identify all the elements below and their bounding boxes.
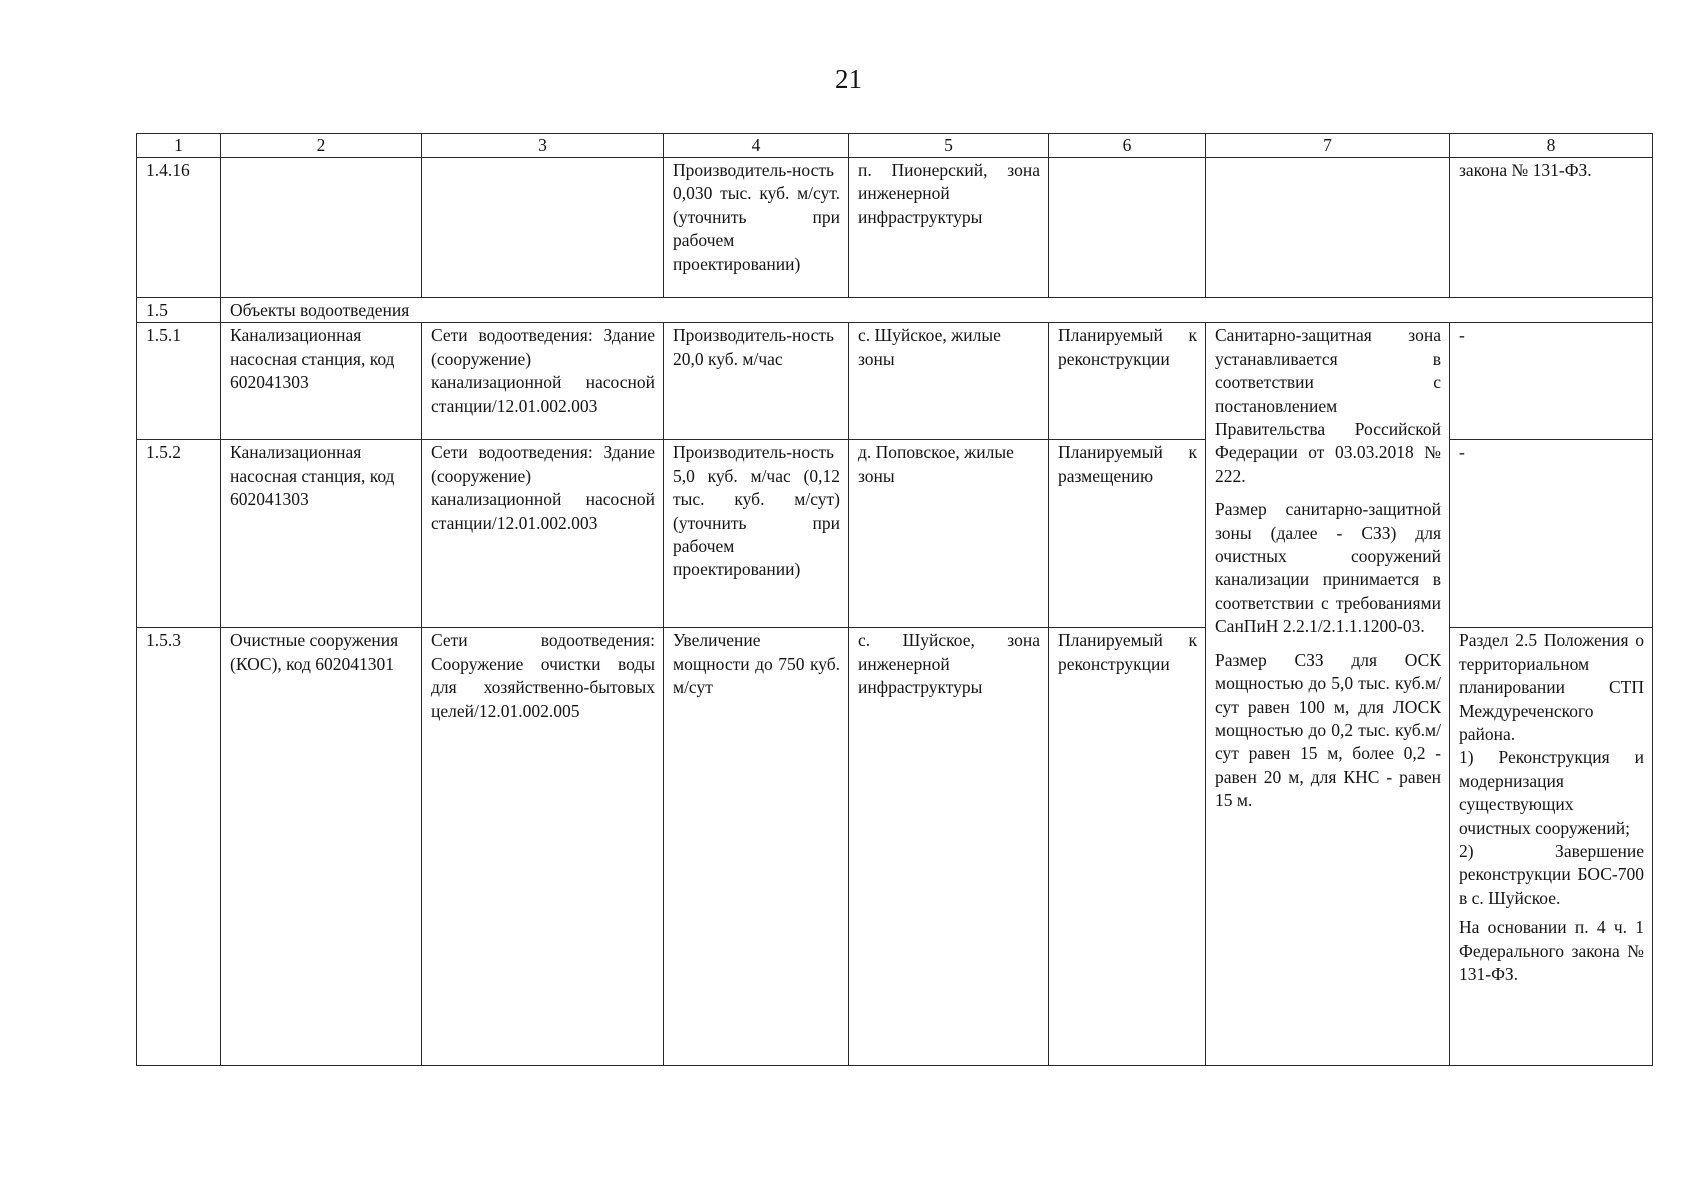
column-number-4: 4 xyxy=(664,134,849,158)
column-number-row xyxy=(137,134,1653,158)
basis-paragraph: На основании п. 4 ч. 1 Федерального закона № 131-ФЗ. xyxy=(1459,917,1644,985)
basis-paragraph: Раздел 2.5 Положения о территориальном планировании СТП Междуреченского района. xyxy=(1459,630,1644,745)
zone-cell xyxy=(1206,158,1450,298)
column-number-6: 6 xyxy=(1049,134,1206,158)
section-row xyxy=(137,298,1653,323)
planning-table xyxy=(136,133,1653,1066)
capacity-cell: Производитель-ность 5,0 куб. м/час (0,12 тыс. куб. м/сут) (уточнить при рабочем проектировании) xyxy=(664,440,849,628)
sanitary-zone-paragraph: Санитарно-защитная зона устанавливается в соответствии с постановлением Правительства Российской Федерации от 03.03.2018 № 222. xyxy=(1215,325,1441,486)
column-number-1: 1 xyxy=(137,134,221,158)
column-number-3: 3 xyxy=(422,134,664,158)
object-type-cell: Сети водоотведения: Здание (сооружение) канализационной насосной станции/12.01.002.003 xyxy=(422,440,664,628)
column-number-2: 2 xyxy=(221,134,422,158)
location-cell: с. Шуйское, зона инженерной инфраструктуры xyxy=(849,628,1049,1066)
page-number: 21 xyxy=(835,64,862,94)
section-number: 1.5 xyxy=(137,298,221,323)
basis-cell: - xyxy=(1450,323,1653,440)
location-cell: с. Шуйское, жилые зоны xyxy=(849,323,1049,440)
status-cell: Планируемый к размещению xyxy=(1049,440,1206,628)
row-number: 1.5.2 xyxy=(137,440,221,628)
object-name-cell: Очистные сооружения (КОС), код 602041301 xyxy=(221,628,422,1066)
object-type-cell: Сети водоотведения: Сооружение очистки воды для хозяйственно-бытовых целей/12.01.002.005 xyxy=(422,628,664,1066)
column-number-7: 7 xyxy=(1206,134,1450,158)
sanitary-zone-paragraph: Размер СЗЗ для ОСК мощностью до 5,0 тыс. куб.м/сут равен 100 м, для ЛОСК мощностью до 0,2 тыс. куб.м/сут равен 15 м, более 0,2 - равен 20 м, для КНС - равен 15 м. xyxy=(1215,649,1441,811)
basis-cell xyxy=(1450,628,1653,1066)
location-cell: п. Пионерский, зона инженерной инфраструктуры xyxy=(849,158,1049,298)
status-cell: Планируемый к реконструкции xyxy=(1049,628,1206,1066)
object-type-cell xyxy=(422,158,664,298)
location-cell: д. Поповское, жилые зоны xyxy=(849,440,1049,628)
status-cell: Планируемый к реконструкции xyxy=(1049,323,1206,440)
row-number: 1.5.1 xyxy=(137,323,221,440)
object-name-cell: Канализационная насосная станция, код 602041303 xyxy=(221,323,422,440)
status-cell xyxy=(1049,158,1206,298)
sanitary-zone-paragraph: Размер санитарно-защитной зоны (далее - СЗЗ) для очистных сооружений канализации принимается в соответствии с требованиями СанПиН 2.2.1/2.1.1.1200-03. xyxy=(1215,499,1441,637)
basis-cell: - xyxy=(1450,440,1653,628)
row-number: 1.5.3 xyxy=(137,628,221,1066)
basis-cell: закона № 131-ФЗ. xyxy=(1450,158,1653,298)
basis-paragraph: 1) Реконструкция и модернизация существующих очистных сооружений; xyxy=(1459,747,1644,838)
column-number-8: 8 xyxy=(1450,134,1653,158)
table-row xyxy=(137,158,1653,298)
section-title: Объекты водоотведения xyxy=(221,298,1653,323)
capacity-cell: Увеличение мощности до 750 куб. м/сут xyxy=(664,628,849,1066)
object-type-cell: Сети водоотведения: Здание (сооружение) канализационной насосной станции/12.01.002.003 xyxy=(422,323,664,440)
basis-paragraph: 2) Завершение реконструкции БОС-700 в с. Шуйское. xyxy=(1459,841,1644,908)
object-name-cell xyxy=(221,158,422,298)
column-number-5: 5 xyxy=(849,134,1049,158)
row-number: 1.4.16 xyxy=(137,158,221,298)
table-row xyxy=(137,323,1653,440)
sanitary-zone-cell xyxy=(1206,323,1450,1066)
capacity-cell: Производитель-ность 20,0 куб. м/час xyxy=(664,323,849,440)
object-name-cell: Канализационная насосная станция, код 602041303 xyxy=(221,440,422,628)
capacity-cell: Производитель-ность 0,030 тыс. куб. м/сут. (уточнить при рабочем проектировании) xyxy=(664,158,849,298)
